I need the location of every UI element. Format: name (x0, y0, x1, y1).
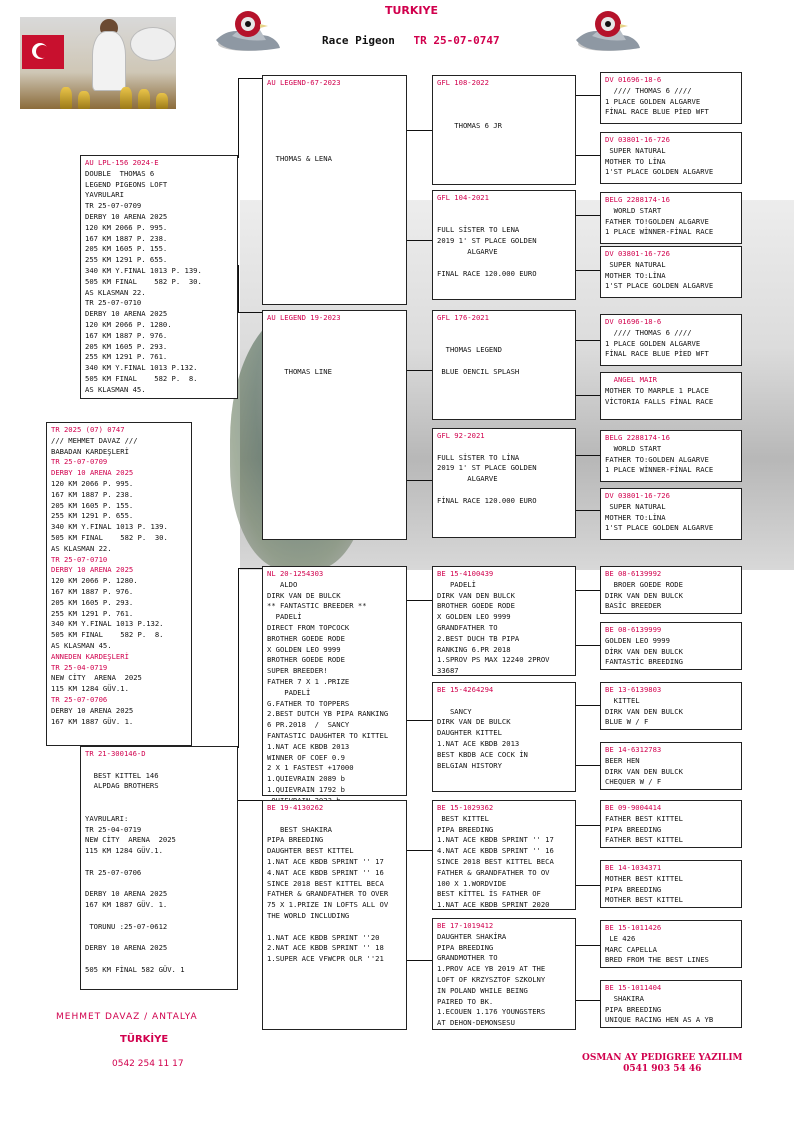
pedigree-line: FİNAL RACE BLUE PİED WFT (605, 349, 709, 359)
ggp-card-3 (600, 192, 742, 244)
ring-number-label: BE 14-1034371 (605, 863, 662, 872)
ring-number-label: BE 08-6139999 (605, 625, 662, 634)
pedigree-line: 1 PLACE WİNNER-FİNAL RACE (605, 465, 714, 475)
pedigree-line (267, 110, 402, 121)
ggp-card-16 (600, 980, 742, 1028)
pedigree-line: 340 KM Y.FINAL 1013 P.132. (85, 363, 198, 373)
pedigree-line: BELGIAN HISTORY (437, 760, 502, 770)
pedigree-line: X GOLDEN LEO 9999 (437, 612, 511, 622)
pedigree-line: SUPER NATURAL (605, 501, 666, 511)
pedigree-line: TORUNU :25-07-0612 (85, 921, 168, 931)
ggp-card-7 (600, 430, 742, 482)
pedigree-line: IN POLAND WHILE BEING (437, 985, 528, 995)
pedigree-line: DAUGHTER BEST KITTEL (267, 846, 354, 856)
pedigree-line: THE WORLD INCLUDING (267, 910, 350, 920)
breeder-photo (20, 17, 176, 109)
pedigree-line: 1 PLACE GOLDEN ALGARVE (605, 96, 701, 106)
pedigree-line (437, 215, 571, 226)
pedigree-line: DERBY 10 ARENA 2025 (51, 468, 134, 478)
pedigree-line: SUPER NATURAL (605, 145, 666, 155)
pedigree-line: 1.NAT ACE KBDB 2013 (267, 741, 350, 751)
pedigree-line: THOMAS & LENA (267, 153, 332, 163)
pedigree-line: 4.NAT ACE KBDB SPRINT '' 16 (437, 846, 554, 856)
race-title (322, 34, 500, 47)
pedigree-line: 1.NAT ACE KBDB SPRINT '' 17 (437, 835, 554, 845)
pedigree-line: DERBY 10 ARENA 2025 (85, 889, 168, 899)
gp-card-8 (432, 918, 576, 1030)
pedigree-line: TR 25-04-0719 (51, 662, 108, 672)
pedigree-line: 33687 (437, 666, 459, 676)
ring-number-label: DV 01696-18-6 (605, 317, 662, 326)
ring-number-label: BE 15-1011426 (605, 923, 662, 932)
pedigree-line: 340 KM Y.FINAL 1013 P. 139. (85, 265, 202, 275)
pedigree-line (85, 792, 233, 803)
dam-dam-card (262, 800, 407, 1030)
pedigree-line: TR 25-07-0706 (51, 694, 108, 704)
country-title: TURKIYE (385, 4, 439, 17)
gp-card-2 (432, 190, 576, 300)
pedigree-line: DIRK VAN DEN BULCK (605, 766, 683, 776)
pedigree-line: 205 KM 1605 P. 155. (85, 244, 168, 254)
pedigree-line: BROER GOEDE RODE (605, 579, 683, 589)
pedigree-line (267, 89, 402, 100)
ring-number-label: NL 20-1254303 (267, 569, 324, 578)
pedigree-line: PIPA BREEDING (605, 1004, 662, 1014)
pedigree-line: 167 KM 1887 P. 238. (51, 489, 134, 499)
pedigree-line (437, 89, 571, 100)
pedigree-line: AS KLASMAN 45. (51, 640, 112, 650)
pedigree-line: RANKING 6.PR 2018 (437, 644, 511, 654)
pedigree-line (437, 335, 571, 346)
pedigree-line: FANTASTIC DAUGHTER TO KITTEL (267, 730, 389, 740)
pedigree-line (85, 954, 233, 965)
pedigree-line: GOLDEN LEO 9999 (605, 635, 670, 645)
ggp-card-5 (600, 314, 742, 366)
pedigree-line (437, 696, 571, 707)
ring-number-label: BE 14-6312783 (605, 745, 662, 754)
pedigree-line (85, 803, 233, 814)
pedigree-line: 100 X 1.WORDVIDE (437, 878, 507, 888)
pedigree-line: BROTHER GOEDE RODE (267, 633, 345, 643)
ring-number-label: BE 15-1029362 (437, 803, 494, 812)
pedigree-line: BEST KİTTEL İS FATHER OF (437, 889, 541, 899)
pedigree-line: WINNER OF COEF 0.9 (267, 752, 345, 762)
pedigree-line: BEST KITTEL 146 (85, 770, 159, 780)
pedigree-line: LE 426 (605, 933, 636, 943)
pedigree-line: PADELİ (437, 579, 476, 589)
pedigree-line: FATHER BEST KITTEL (605, 835, 683, 845)
pedigree-line: PIPA BREEDING (605, 824, 662, 834)
pedigree-line: DIRK VAN DEN BULCK (605, 706, 683, 716)
pedigree-line (85, 933, 233, 944)
pedigree-line: 2.NAT ACE KBDB SPRINT '' 18 (267, 943, 384, 953)
pedigree-line: FULL SİSTER TO LİNA (437, 452, 520, 462)
software-name: OSMAN AY PEDIGREE YAZILIM (582, 1053, 743, 1063)
pedigree-line: 4.NAT ACE KBDB SPRINT '' 16 (267, 867, 384, 877)
pedigree-line: 255 KM 1291 P. 761. (51, 608, 134, 618)
ggp-card-9 (600, 566, 742, 614)
pedigree-line: 2 X 1 FASTEST +17000 (267, 763, 354, 773)
pedigree-line: TR 25-07-0710 (85, 298, 142, 308)
pedigree-line: 205 KM 1605 P. 155. (51, 500, 134, 510)
pedigree-line: ALGARVE (437, 474, 498, 484)
pedigree-line: 1.NAT ACE KBDB SPRINT '' 17 (267, 856, 384, 866)
pedigree-line: 505 KM FINAL 582 P. 8. (85, 373, 198, 383)
ggp-card-4 (600, 246, 742, 298)
pedigree-line (85, 879, 233, 890)
ring-number-label: BELG 2288174-16 (605, 195, 670, 204)
pedigree-line: TR 25-04-0719 (85, 824, 142, 834)
breeder-phone: 0542 254 11 17 (112, 1059, 184, 1069)
pedigree-line (267, 121, 402, 132)
pedigree-line: AS KLASMAN 22. (51, 543, 112, 553)
pedigree-line (267, 143, 402, 154)
ring-number-label: DV 01696-18-6 (605, 75, 662, 84)
pedigree-line: AT DEHON-DEMONSESU (437, 1018, 515, 1028)
pedigree-line: 255 KM 1291 P. 761. (85, 352, 168, 362)
pigeon-logo-icon (568, 10, 646, 58)
pedigree-line: PADELİ (267, 687, 311, 697)
pedigree-line: FİNAL RACE 120.000 EURO (437, 495, 537, 505)
pedigree-line: BEST SHAKIRA (267, 824, 332, 834)
pedigree-line (437, 324, 571, 335)
pedigree-line: TR 25-07-0709 (51, 457, 108, 467)
pedigree-line: 120 KM 2066 P. 995. (85, 222, 168, 232)
pedigree-line: BEST KITTEL (437, 813, 489, 823)
pedigree-line: FATHER 7 X 1 .PRIZE (267, 676, 350, 686)
pedigree-line: SHAKIRA (605, 993, 644, 1003)
pedigree-line (437, 356, 571, 367)
ring-number-label: TR 2025 (07) 0747 (51, 425, 125, 434)
ring-number-label: GFL 104-2021 (437, 193, 489, 202)
ring-number: TR 25-07-0747 (413, 34, 500, 47)
pedigree-line: DERBY 10 ARENA 2025 (85, 943, 168, 953)
pedigree-line: THOMAS 6 JR (437, 121, 502, 131)
ring-number-label: BELG 2288174-16 (605, 433, 670, 442)
pedigree-line (437, 100, 571, 111)
pedigree-line: 505 KM FINAL 582 P. 30. (51, 532, 168, 542)
pedigree-line: DERBY 10 ARENA 2025 (85, 211, 168, 221)
software-credit (582, 1053, 743, 1075)
pedigree-line: AS KLASMAN 45. (85, 384, 146, 394)
pedigree-line: DERBY 10 ARENA 2025 (85, 309, 168, 319)
gp-card-1 (432, 75, 576, 185)
ggp-card-6 (600, 372, 742, 420)
turkish-flag-icon (22, 35, 64, 69)
pedigree-line: 120 KM 2066 P. 995. (51, 478, 134, 488)
pedigree-line: 1.NAT ACE KBDB SPRINT ''20 (267, 932, 380, 942)
pedigree-line: DAUGHTER KITTEL (437, 728, 502, 738)
pedigree-line: DOUBLE THOMAS 6 (85, 168, 155, 178)
pedigree-line: FATHER TO!GOLDEN ALGARVE (605, 216, 709, 226)
pedigree-line (437, 204, 571, 215)
pedigree-line: 505 KM FİNAL 582 GÜV. 1 (85, 964, 185, 974)
gp-card-7 (432, 800, 576, 910)
pedigree-line: 505 KM FINAL 582 P. 30. (85, 276, 202, 286)
pedigree-line: BRED FROM THE BEST LINES (605, 955, 709, 965)
pedigree-line: LEGEND PIGEONS LOFT (85, 179, 168, 189)
pedigree-line: SINCE 2018 BEST KITTEL BECA (437, 856, 554, 866)
pedigree-line (267, 922, 402, 933)
pedigree-line: BLUE W / F (605, 717, 649, 727)
ring-number-label: BE 13-6139803 (605, 685, 662, 694)
pedigree-line: G.FATHER TO TOPPERS (267, 698, 350, 708)
pedigree-line: PIPA BREEDING (267, 835, 324, 845)
pedigree-line: 75 X 1.PRIZE IN LOFTS ALL OV (267, 900, 389, 910)
pedigree-line: TR 25-07-0709 (85, 201, 142, 211)
pedigree-line: FATHER TO:GOLDEN ALGARVE (605, 454, 709, 464)
pedigree-line: 340 KM Y.FINAL 1013 P.132. (51, 619, 164, 629)
pedigree-line: YAVRULARI: (85, 813, 129, 823)
pedigree-line: 1.ECOUEN 1.176 YOUNGSTERS (437, 1007, 546, 1017)
ring-number-label: BE 15-4264294 (437, 685, 494, 694)
pedigree-line: GRANDFATHER TO (437, 622, 498, 632)
pedigree-line: DERBY 10 ARENA 2025 (51, 565, 134, 575)
ggp-card-11 (600, 682, 742, 730)
pedigree-line: BEST KBDB ACE COCK İN (437, 749, 528, 759)
pedigree-line: SINCE 2018 BEST KITTEL BECA (267, 878, 384, 888)
ggp-card-8 (600, 488, 742, 540)
ring-number-label: BE 17-1019412 (437, 921, 494, 930)
ring-number-label: GFL 108-2022 (437, 78, 489, 87)
pedigree-line: 205 KM 1605 P. 293. (51, 597, 134, 607)
pedigree-line: X GOLDEN LEO 9999 (267, 644, 341, 654)
pedigree-line: 120 KM 2066 P. 1280. (85, 319, 172, 329)
pedigree-line (267, 100, 402, 111)
pedigree-line: PIPA BREEDING (437, 942, 494, 952)
ring-number-label: GFL 176-2021 (437, 313, 489, 322)
pedigree-line: DİRK VAN DEN BULCK (605, 646, 683, 656)
pedigree-line: 2019 1' ST PLACE GOLDEN (437, 236, 537, 246)
pedigree-line: DIRK VAN DE BULCK (437, 717, 511, 727)
ring-number-label: BE 19-4130262 (267, 803, 324, 812)
ring-number-label: BE 08-6139992 (605, 569, 662, 578)
pedigree-line: 167 KM 1887 P. 976. (85, 330, 168, 340)
pedigree-line: 340 KM Y.FINAL 1013 P. 139. (51, 522, 168, 532)
pedigree-line: FATHER BEST KITTEL (605, 813, 683, 823)
dam-sire-card (262, 566, 407, 796)
pedigree-line: 167 KM 1887 GÜV. 1. (85, 900, 168, 910)
pedigree-line: BLUE OENCIL SPLASH (437, 366, 520, 376)
ggp-card-2 (600, 132, 742, 184)
pedigree-line: 255 KM 1291 P. 655. (51, 511, 134, 521)
pedigree-line: 115 KM 1284 GÜV.1. (85, 846, 163, 856)
ggp-card-14 (600, 860, 742, 908)
pedigree-line: /// MEHMET DAVAZ /// (51, 435, 138, 445)
pedigree-line: FULL SİSTER TO LENA (437, 225, 520, 235)
ring-number-label: DV 03801-16-726 (605, 135, 670, 144)
pedigree-line: 1 PLACE GOLDEN ALGARVE (605, 338, 701, 348)
pedigree-line: DIRK VAN DE BULCK (267, 590, 341, 600)
pedigree-line (267, 324, 402, 335)
pedigree-line: FATHER & GRANDFATHER TO OVER (267, 889, 389, 899)
pedigree-line: THOMAS LEGEND (437, 345, 502, 355)
pedigree-line: THOMAS LINE (267, 366, 332, 376)
ring-number-label: ANGEL MAIR (605, 375, 657, 384)
pedigree-line (437, 442, 571, 453)
sire-dam-card (262, 310, 407, 540)
ring-number-label: AU LPL-156 2024-E (85, 158, 159, 167)
pedigree-line: MOTHER TO LİNA (605, 156, 666, 166)
pedigree-line: 167 KM 1887 P. 238. (85, 233, 168, 243)
ring-number-label: AU LEGEND 19-2023 (267, 313, 341, 322)
pedigree-line: KITTEL (605, 695, 640, 705)
gp-card-6 (432, 682, 576, 792)
pedigree-line (267, 132, 402, 143)
pedigree-line: 1.SPROV PS MAX 12240 2PROV (437, 655, 550, 665)
pedigree-line: 1 PLACE WİNNER-FİNAL RACE (605, 227, 714, 237)
pedigree-line: BROTHER GOEDE RODE (267, 655, 345, 665)
pedigree-line: WORLD START (605, 205, 662, 215)
pedigree-line: FİNAL RACE BLUE PİED WFT (605, 107, 709, 117)
pedigree-line: UNIQUE RACING HEN AS A YB (605, 1015, 714, 1025)
gp-card-3 (432, 310, 576, 420)
software-phone: 0541 903 54 46 (623, 1064, 702, 1074)
pedigree-line: 2.BEST DUCH TB PIPA (437, 633, 520, 643)
pedigree-line: FANTASTİC BREEDING (605, 657, 683, 667)
ring-number-label: BE 09-9004414 (605, 803, 662, 812)
pigeon-logo-icon (208, 10, 286, 58)
ggp-card-15 (600, 920, 742, 968)
pedigree-line: MARC CAPELLA (605, 944, 657, 954)
pedigree-line: 2.BEST DUTCH YB PIPA RANKING (267, 709, 389, 719)
pedigree-line: ALGARVE (437, 246, 498, 256)
pedigree-line: WORLD START (605, 443, 662, 453)
pedigree-line: SUPER BREEDER! (267, 666, 328, 676)
pedigree-line: GRANDMOTHER TO (437, 953, 498, 963)
breeder-country: TÜRKİYE (120, 1034, 169, 1045)
pedigree-line: 205 KM 1605 P. 293. (85, 341, 168, 351)
pedigree-line (267, 814, 402, 825)
pedigree-line: LOFT OF KRZYSZTOF SZKOLNY (437, 974, 546, 984)
pedigree-line (85, 857, 233, 868)
ggp-card-13 (600, 800, 742, 848)
trophies-icon (20, 83, 176, 109)
pedigree-line: MOTHER BEST KITTEL (605, 895, 683, 905)
pedigree-line: BASİC BREEDER (605, 601, 662, 611)
pedigree-line (267, 345, 402, 356)
pedigree-line (85, 911, 233, 922)
pedigree-line: DIRK VAN DEN BULCK (605, 590, 683, 600)
pedigree-line: NEW CİTY ARENA 2025 (51, 673, 142, 683)
pedigree-line: DIRECT FROM TOPCOCK (267, 622, 350, 632)
ggp-card-10 (600, 622, 742, 670)
pedigree-line: CHEQUER W / F (605, 777, 662, 787)
pedigree-line: 1'ST PLACE GOLDEN ALGARVE (605, 523, 714, 533)
pedigree-line: 167 KM 1887 P. 976. (51, 586, 134, 596)
pedigree-line: SUPER NATURAL (605, 259, 666, 269)
pedigree-line: 255 KM 1291 P. 655. (85, 255, 168, 265)
ring-number-label: GFL 92-2021 (437, 431, 485, 440)
dam-card (80, 746, 238, 990)
pedigree-line (437, 110, 571, 121)
ring-number-label: BE 15-4100439 (437, 569, 494, 578)
pedigree-line: DAUGHTER SHAKİRA (437, 931, 507, 941)
pedigree-line: FATHER & GRANDFATHER TO OV (437, 867, 550, 877)
pedigree-line: MOTHER TO:LİNA (605, 270, 666, 280)
pedigree-line: 167 KM 1887 GÜV. 1. (51, 716, 134, 726)
sire-card (80, 155, 238, 399)
pedigree-line: BROTHER GOEDE RODE (437, 601, 515, 611)
pedigree-line (267, 356, 402, 367)
pedigree-line: AS KLASMAN 22. (85, 287, 146, 297)
pedigree-line: MOTHER BEST KITTEL (605, 873, 683, 883)
gp-card-5 (432, 566, 576, 676)
pedigree-line: TR 25-07-0710 (51, 554, 108, 564)
pedigree-line: VİCTORIA FALLS FİNAL RACE (605, 396, 714, 406)
pedigree-line: 6 PR.2018 / SANCY (267, 720, 350, 730)
pedigree-line: 1.PROV ACE YB 2019 AT THE (437, 964, 546, 974)
pedigree-line: ** FANTASTIC BREEDER ** (267, 601, 367, 611)
race-label: Race Pigeon (322, 34, 395, 47)
pedigree-line: 2019 1' ST PLACE GOLDEN (437, 463, 537, 473)
pedigree-line: YAVRULARI (85, 190, 124, 200)
ring-number-label: AU LEGEND-67-2023 (267, 78, 341, 87)
ggp-card-1 (600, 72, 742, 124)
ring-number-label: BE 15-1011404 (605, 983, 662, 992)
pedigree-line: 505 KM FINAL 582 P. 8. (51, 630, 164, 640)
pedigree-line: 120 KM 2066 P. 1280. (51, 576, 138, 586)
pedigree-line: 1.NAT ACE KBDB SPRINT 2020 (437, 900, 550, 910)
breeder-name: MEHMET DAVAZ / ANTALYA (56, 1012, 198, 1022)
ring-number-label: DV 03801-16-726 (605, 491, 670, 500)
pedigree-line: ANNEDEN KARDEŞLERİ (51, 651, 129, 661)
pedigree-line: 1.NAT ACE KBDB 2013 (437, 738, 520, 748)
pedigree-line: DIRK VAN DEN BULCK (437, 590, 515, 600)
pedigree-line: MOTHER TO MARPLE 1 PLACE (605, 385, 709, 395)
pedigree-line: 1.SUPER ACE VFWCPR OLR ''21 (267, 954, 384, 964)
ring-number-label: DV 03801-16-726 (605, 249, 670, 258)
pedigree-line: BABADAN KARDEŞLERİ (51, 446, 129, 456)
pedigree-line: TR 25-07-0706 (85, 867, 142, 877)
pedigree-line: 1.QUIEVRAIN 2089 b (267, 774, 345, 784)
pedigree-line: 1.QUIEVRAIN 1792 b (267, 784, 345, 794)
pedigree-line: 115 KM 1284 GÜV.1. (51, 684, 129, 694)
sire-sire-card (262, 75, 407, 305)
pedigree-line (85, 760, 233, 771)
pedigree-line (437, 258, 571, 269)
pedigree-line: BEER HEN (605, 755, 640, 765)
pedigree-line: FINAL RACE 120.000 EURO (437, 268, 537, 278)
ring-number-label: TR 21-300146-D (85, 749, 146, 758)
main-pigeon-card (46, 422, 192, 746)
gp-card-4 (432, 428, 576, 538)
pedigree-line: NEW CİTY ARENA 2025 (85, 835, 176, 845)
pedigree-line (267, 335, 402, 346)
pedigree-line: SANCY (437, 706, 472, 716)
ggp-card-12 (600, 742, 742, 790)
pedigree-line: 1'ST PLACE GOLDEN ALGARVE (605, 167, 714, 177)
pedigree-line: PIPA BREEDING (605, 884, 662, 894)
pedigree-line: PAIRED TO BK. (437, 996, 494, 1006)
pedigree-line: ALDO (267, 579, 298, 589)
pedigree-line: ALPDAG BROTHERS (85, 781, 159, 791)
pedigree-line: 1'ST PLACE GOLDEN ALGARVE (605, 281, 714, 291)
pedigree-line: //// THOMAS 6 //// (605, 327, 692, 337)
pedigree-line (437, 485, 571, 496)
pedigree-line: DERBY 10 ARENA 2025 (51, 705, 134, 715)
pedigree-line: PADELİ (267, 612, 302, 622)
pedigree-line: MOTHER TO:LİNA (605, 512, 666, 522)
pedigree-line: //// THOMAS 6 //// (605, 85, 692, 95)
pedigree-line: PIPA BREEDING (437, 824, 494, 834)
